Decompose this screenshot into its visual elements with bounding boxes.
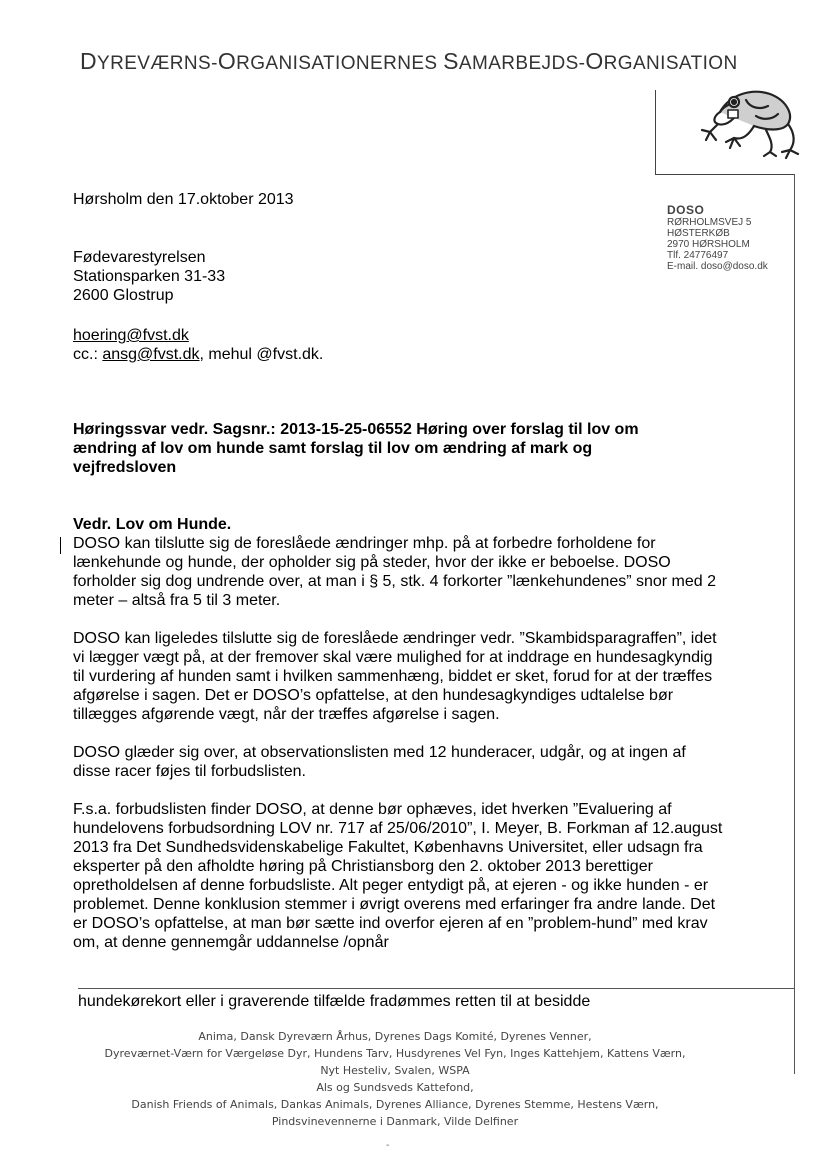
recipient-street: Stationsparken 31-33: [73, 268, 226, 285]
paragraph: F.s.a. forbudslisten finder DOSO, at denne bør ophæves, idet hverken ”Evaluering af hundelovens forbudsordning LOV nr. 717 af 25/06/2010”, I. Meyer, B. Forkman af 12.august 2013 fra Det Sundhedsvidenskabelige Fakultet, Københavns Universitet, eller udsagn fra eksperter på den afholdte høring på Christiansborg den 2. oktober 2013 berettiger opretholdelsen af denne forbudsliste. Alt peger entydigt på, at ejeren - og ikke hunden - er problemet. Denne konklusion stemmer i øvrigt overens med erfaringer fra andre lande. Det er DOSO’s opfattelse, at man bør sætte ind overfor ejeren af en ”problem-hund” med krav om, at denne gennemgår uddannelse /opnår: [73, 801, 723, 951]
letterhead-cap-1: D: [80, 48, 98, 74]
sender-phone: Tlf. 24776497: [667, 250, 729, 261]
sender-postal: 2970 HØRSHOLM: [667, 239, 750, 250]
sender-town: HØSTERKØB: [667, 228, 730, 239]
email-to-link[interactable]: hoering@fvst.dk: [73, 327, 189, 344]
recipient-address: [73, 248, 225, 305]
member-organizations: [0, 1028, 790, 1130]
continued-line: hundekørekort eller i graverende tilfælde fradømmes retten til at besidde: [78, 993, 591, 1010]
footer-line: Danish Friends of Animals, Dankas Animals, Dyrenes Alliance, Dyrenes Stemme, Hestens Værn,: [131, 1098, 659, 1111]
paragraph: DOSO glæder sig over, at observationslisten med 12 hunderacer, udgår, og at ingen af disse racer føjes til forbudslisten.: [73, 744, 686, 780]
email-block: [73, 326, 323, 364]
right-margin-line: [794, 174, 795, 1074]
email-cc-link[interactable]: ansg@fvst.dk: [102, 346, 200, 363]
cc-rest: , mehul @fvst.dk.: [199, 346, 324, 363]
frog-logo-icon: [690, 80, 805, 160]
letterhead-cap-4: O: [585, 48, 604, 74]
frame-horizontal-line: [655, 174, 795, 175]
letterhead-word-2: RGANISATIONERNES: [236, 53, 444, 74]
text-cursor: [60, 537, 61, 554]
letterhead-word-3: AMARBEJDS-: [458, 53, 586, 74]
frame-vertical-line: [655, 90, 656, 174]
sender-org: DOSO: [667, 203, 705, 217]
footer-line: Anima, Dansk Dyreværn Århus, Dyrenes Dags Komité, Dyrenes Venner,: [198, 1030, 592, 1043]
letter-body: [73, 515, 723, 971]
footer-line: Pindsvinevennerne i Danmark, Vilde Delfiner: [271, 1115, 519, 1128]
paragraph: DOSO kan ligeledes tilslutte sig de foreslåede ændringer vedr. ”Skambidsparagraffen”, idet vi lægger vægt på, at der fremover skal være mulighed for at inddrage en hundesagkyndig til vurdering af hunden samt i hvilken sammenhæng, biddet er sket, forud for at der træffes afgørelse i sagen. Det er DOSO’s opfattelse, at den hundesagkyndiges udtalelse bør tillægges afgørende vægt, når der træffes afgørelse i sagen.: [73, 630, 717, 723]
letterhead-title: [80, 48, 738, 75]
subject-heading: Høringssvar vedr. Sagsnr.: 2013-15-25-06552 Høring over forslag til lov om ændring af lov om hunde samt forslag til lov om ændring af mark og vejfredsloven: [73, 421, 639, 476]
letterhead-word-4: RGANISATION: [603, 53, 738, 74]
footer-line: Nyt Hesteliv, Svalen, WSPA: [320, 1064, 470, 1077]
letterhead-cap-2: O: [217, 48, 237, 74]
footer-line: Dyreværnet-Værn for Værgeløse Dyr, Hundens Tarv, Husdyrenes Vel Fyn, Inges Kattehjem, Kattens Værn,: [104, 1047, 686, 1060]
footer-separator: [78, 988, 795, 989]
letterhead-word-1: YREVÆRNS-: [97, 53, 218, 74]
sender-email: E-mail. doso@doso.dk: [667, 261, 768, 272]
footer-line: Als og Sundsveds Kattefond,: [316, 1081, 474, 1094]
recipient-name: Fødevarestyrelsen: [73, 249, 206, 266]
recipient-city: 2600 Glostrup: [73, 287, 174, 304]
date-line: Hørsholm den 17.oktober 2013: [73, 191, 294, 208]
sender-street: RØRHOLMSVEJ 5: [667, 217, 752, 228]
page-mark: -: [386, 1140, 390, 1151]
cc-label: cc.:: [73, 346, 103, 363]
letterhead-cap-3: S: [443, 48, 459, 74]
section-heading: Vedr. Lov om Hunde.: [73, 516, 232, 533]
paragraph: DOSO kan tilslutte sig de foreslåede ændringer mhp. på at forbedre forholdene for lænkehunde og hunde, der opholder sig på steder, hvor der ikke er beboelse. DOSO forholder sig dog undrende over, at man i § 5, stk. 4 forkorter ”lænkehundenes” snor med 2 meter – altså fra 5 til 3 meter.: [73, 535, 717, 609]
sender-address: [667, 203, 768, 272]
